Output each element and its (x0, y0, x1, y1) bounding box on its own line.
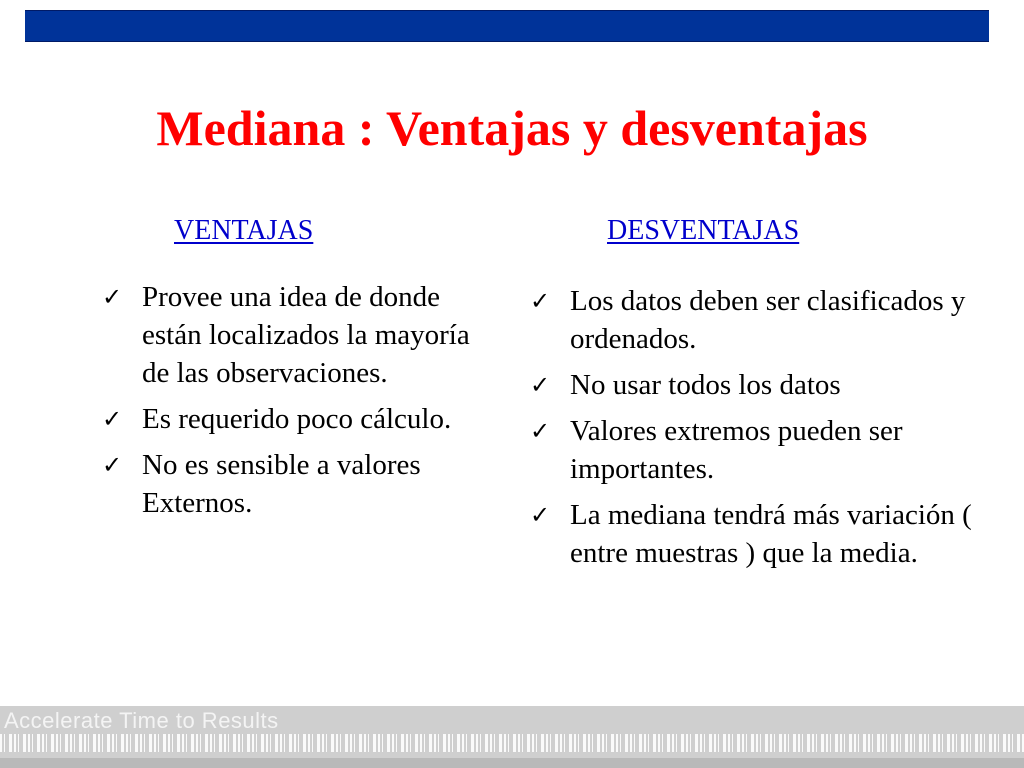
list-item (102, 446, 492, 522)
list-item (102, 278, 492, 392)
footer-bottom-strip (0, 758, 1024, 768)
footer-barcode-pattern (0, 734, 1024, 752)
advantages-heading: VENTAJAS (174, 215, 314, 246)
list-item-text: La mediana tendrá más variación ( entre muestras ) que la media. (570, 499, 972, 569)
list-item-text: Provee una idea de donde están localizados la mayoría de las observaciones. (142, 281, 470, 389)
list-item-text: Valores extremos pueden ser importantes. (570, 415, 903, 485)
check-icon: ✓ (530, 371, 551, 399)
disadvantages-list (530, 282, 990, 580)
list-item (530, 282, 990, 358)
list-item-text: No es sensible a valores Externos. (142, 449, 421, 519)
list-item (530, 496, 990, 572)
list-item (102, 400, 492, 438)
advantages-list (102, 278, 492, 530)
check-icon: ✓ (530, 501, 551, 529)
disadvantages-heading: DESVENTAJAS (607, 215, 800, 246)
list-item (530, 412, 990, 488)
slide-title: Mediana : Ventajas y desventajas (156, 100, 868, 156)
check-icon: ✓ (102, 451, 123, 479)
list-item-text: No usar todos los datos (570, 369, 841, 401)
list-item-text: Es requerido poco cálculo. (142, 403, 452, 435)
top-banner-bar (25, 10, 989, 42)
footer-band (0, 706, 1024, 768)
check-icon: ✓ (530, 287, 551, 315)
check-icon: ✓ (102, 405, 123, 433)
footer-tagline: Accelerate Time to Results (4, 708, 279, 733)
list-item-text: Los datos deben ser clasificados y ordenados. (570, 285, 966, 355)
check-icon: ✓ (530, 417, 551, 445)
check-icon: ✓ (102, 283, 123, 311)
list-item (530, 366, 990, 404)
